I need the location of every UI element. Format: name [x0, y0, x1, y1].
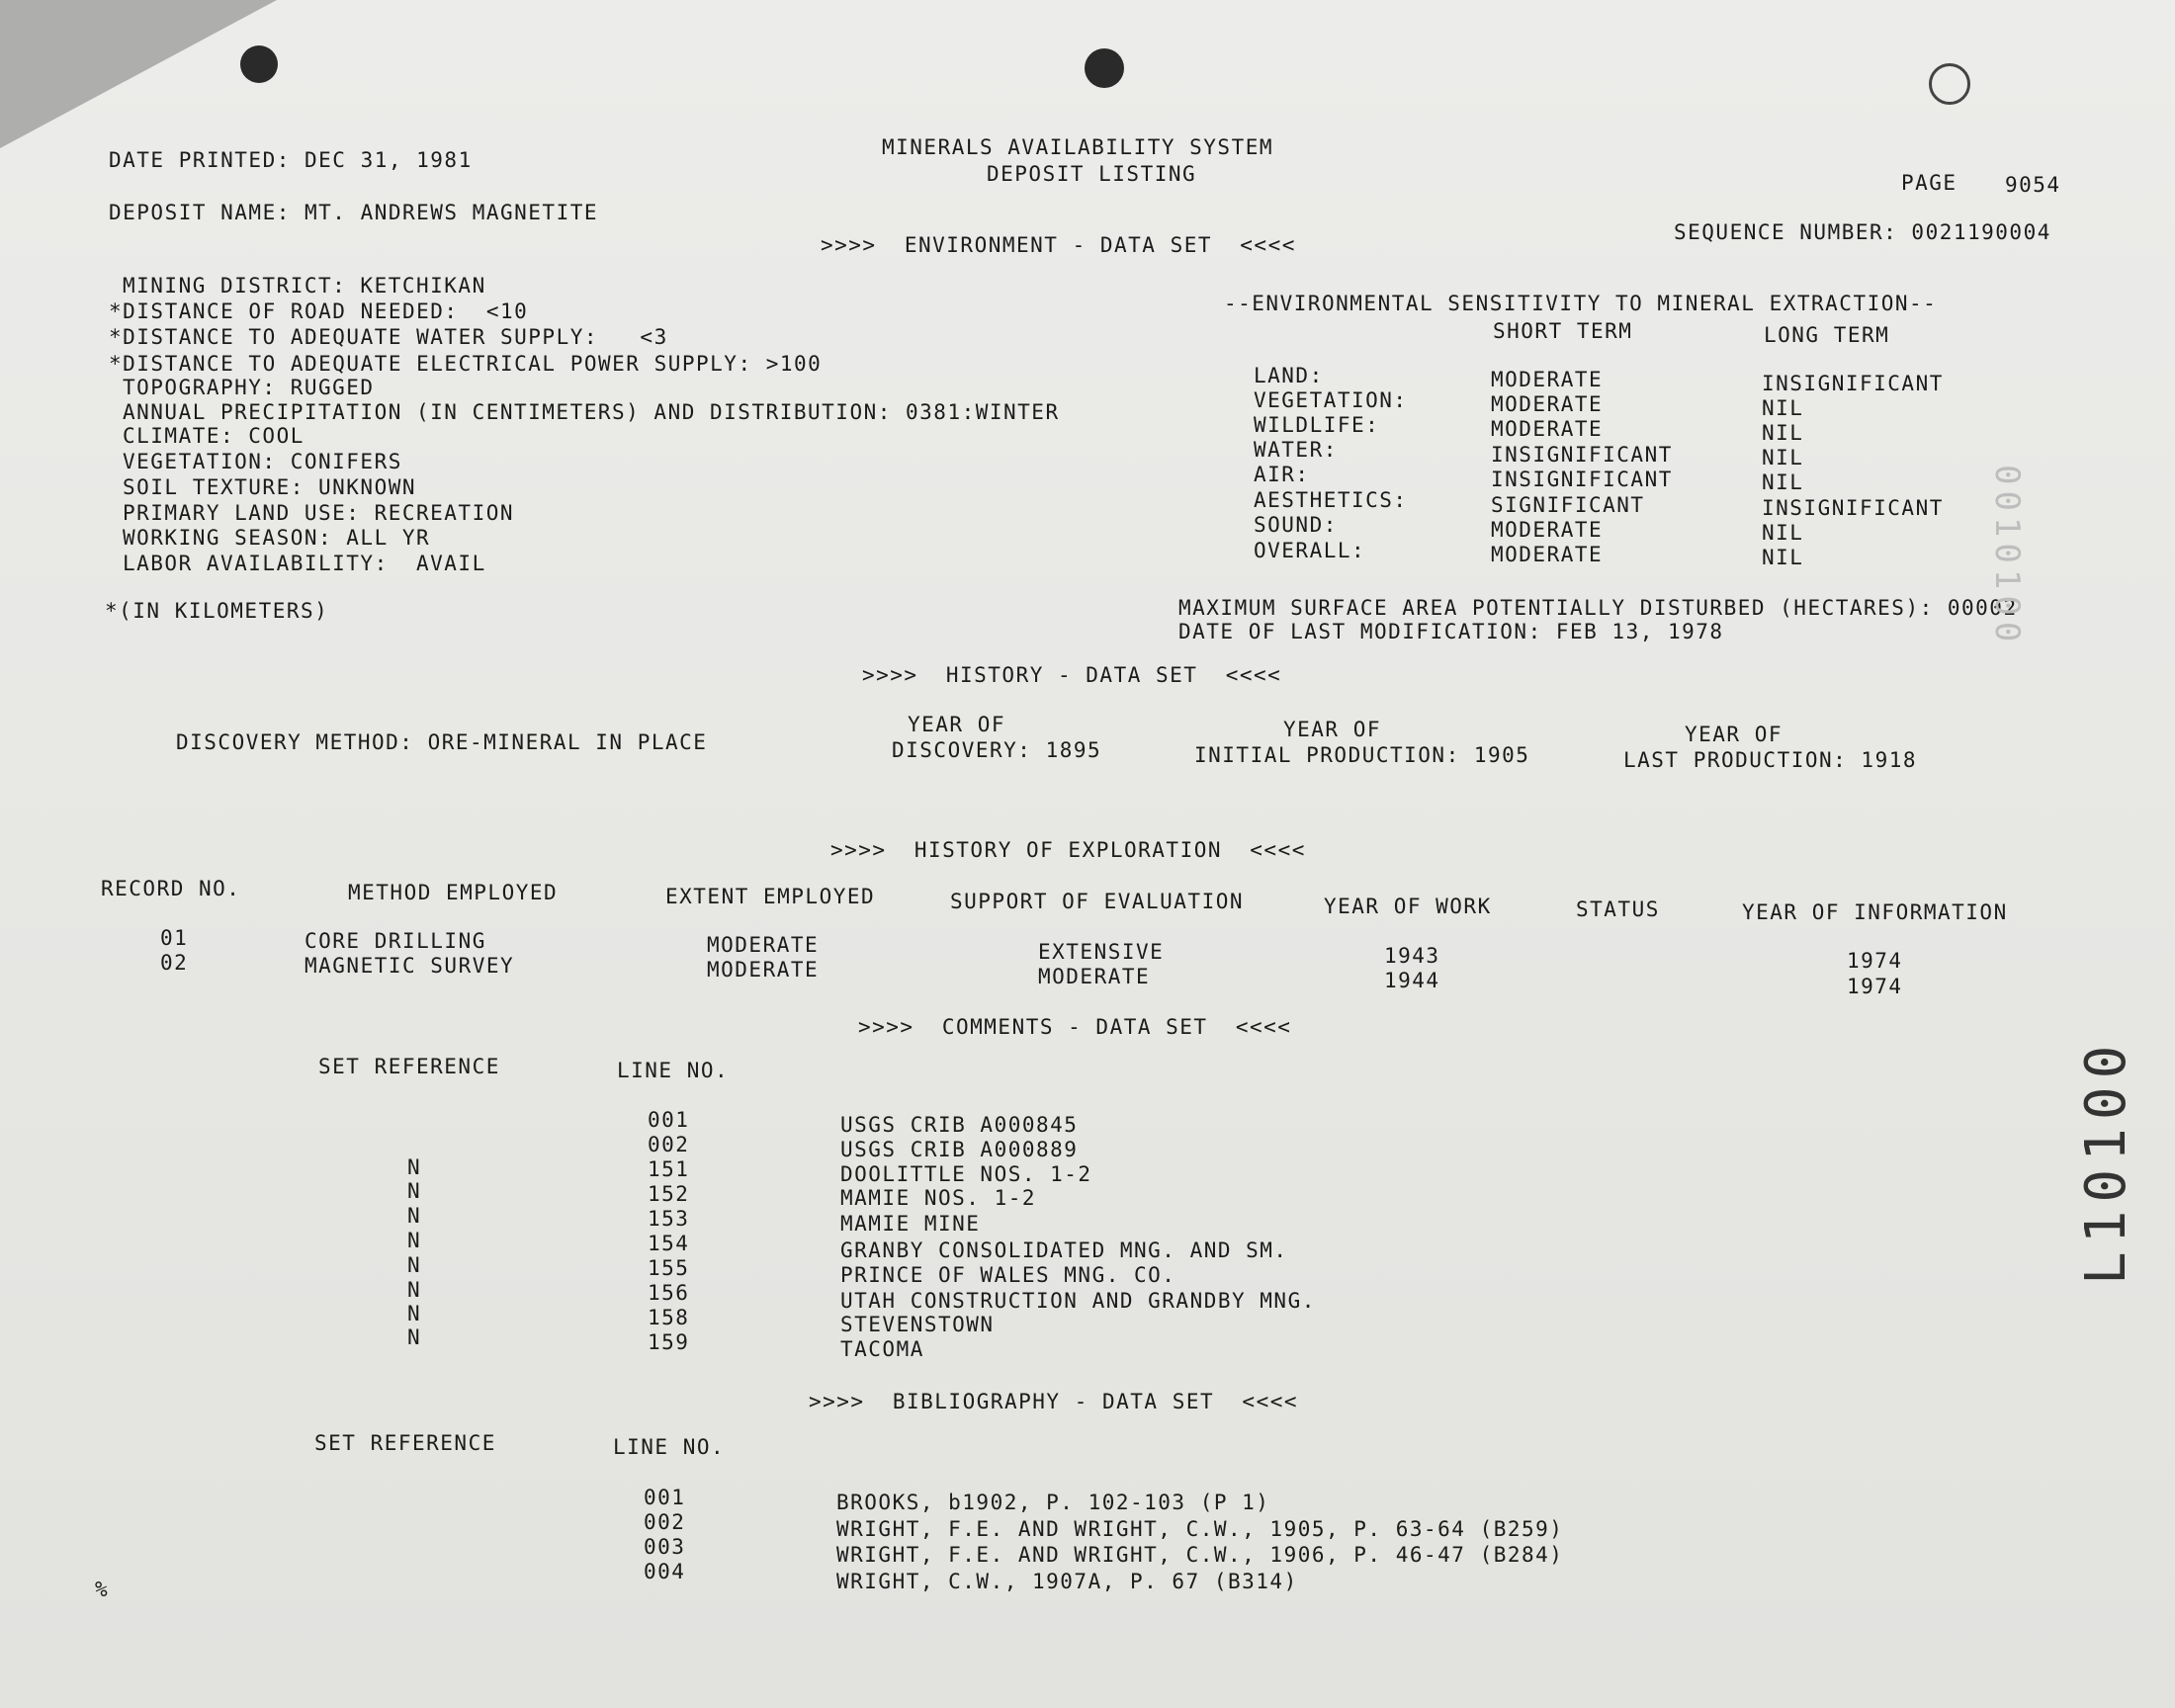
env-footnote: *(IN KILOMETERS)	[105, 599, 329, 623]
sensitivity-long: NIL	[1762, 546, 1804, 569]
sensitivity-short: MODERATE	[1491, 392, 1604, 416]
punch-hole-right	[1929, 63, 1970, 105]
comment-ref: N	[407, 1155, 422, 1179]
bib-line: 002	[644, 1510, 686, 1534]
comment-ref: N	[407, 1253, 422, 1277]
comment-text: GRANBY CONSOLIDATED MNG. AND SM.	[840, 1238, 1288, 1262]
col-year-work: YEAR OF WORK	[1324, 895, 1492, 918]
exp-year-info: 1974	[1847, 949, 1903, 973]
col-record-no: RECORD NO.	[101, 877, 241, 900]
comment-line: 159	[648, 1330, 690, 1354]
max-surface-area: MAXIMUM SURFACE AREA POTENTIALLY DISTURBED (HECTARES): 00002	[1178, 596, 2018, 620]
exp-extent: MODERATE	[707, 958, 820, 982]
page-label: PAGE	[1901, 171, 1958, 195]
exp-record: 01	[160, 926, 189, 950]
env-line: *DISTANCE OF ROAD NEEDED: <10	[109, 299, 529, 323]
comment-line: 002	[648, 1133, 690, 1156]
exp-support: MODERATE	[1038, 965, 1151, 988]
col-support: SUPPORT OF EVALUATION	[950, 890, 1245, 913]
bib-line: 004	[644, 1560, 686, 1583]
bib-line: 001	[644, 1486, 686, 1509]
discovery-year-label: YEAR OF	[908, 713, 1006, 736]
comment-ref: N	[407, 1179, 422, 1203]
faint-side-code: 0010100	[1987, 465, 2027, 648]
comment-ref: N	[407, 1229, 422, 1252]
sensitivity-label: LAND:	[1254, 364, 1324, 387]
sensitivity-long: NIL	[1762, 521, 1804, 545]
sensitivity-long: INSIGNIFICANT	[1762, 496, 1944, 520]
comment-text: USGS CRIB A000889	[840, 1138, 1079, 1161]
env-line: MINING DISTRICT: KETCHIKAN	[123, 274, 486, 298]
comment-ref: N	[407, 1278, 422, 1302]
sensitivity-short: INSIGNIFICANT	[1491, 443, 1673, 467]
bib-line: 003	[644, 1535, 686, 1559]
comment-text: UTAH CONSTRUCTION AND GRANDBY MNG.	[840, 1289, 1316, 1313]
env-line: PRIMARY LAND USE: RECREATION	[123, 501, 515, 525]
last-production: LAST PRODUCTION: 1918	[1623, 748, 1918, 772]
date-printed: DATE PRINTED: DEC 31, 1981	[109, 148, 473, 172]
exp-method: CORE DRILLING	[304, 929, 486, 953]
comment-line: 001	[648, 1108, 690, 1132]
side-code: L10100	[2074, 1037, 2138, 1285]
sensitivity-label: WILDLIFE:	[1254, 413, 1380, 437]
comment-line: 151	[648, 1157, 690, 1181]
discovery-method: DISCOVERY METHOD: ORE-MINERAL IN PLACE	[176, 730, 708, 754]
last-production-label: YEAR OF	[1685, 723, 1784, 746]
comment-ref: N	[407, 1204, 422, 1228]
exp-year-info: 1974	[1847, 975, 1903, 998]
bib-text: WRIGHT, F.E. AND WRIGHT, C.W., 1905, P. 63-64 (B259)	[836, 1517, 1564, 1541]
sequence-number: SEQUENCE NUMBER: 0021190004	[1674, 220, 2051, 244]
comment-text: STEVENSTOWN	[840, 1313, 995, 1336]
comment-text: DOOLITTLE NOS. 1-2	[840, 1162, 1092, 1186]
punch-hole-left	[240, 45, 278, 83]
env-line: LABOR AVAILABILITY: AVAIL	[123, 552, 486, 575]
env-line: TOPOGRAPHY: RUGGED	[123, 376, 375, 399]
comment-line: 158	[648, 1306, 690, 1329]
comments-set-ref-header: SET REFERENCE	[318, 1055, 500, 1078]
comment-ref: N	[407, 1302, 422, 1325]
sensitivity-short: SIGNIFICANT	[1491, 493, 1645, 517]
discovery-year: DISCOVERY: 1895	[892, 738, 1102, 762]
short-term-header: SHORT TERM	[1493, 319, 1633, 343]
bib-line-no-header: LINE NO.	[613, 1435, 726, 1459]
sensitivity-label: WATER:	[1254, 438, 1338, 462]
exp-method: MAGNETIC SURVEY	[304, 954, 515, 978]
long-term-header: LONG TERM	[1764, 323, 1890, 347]
bibliography-heading: >>>> BIBLIOGRAPHY - DATA SET <<<<	[809, 1390, 1299, 1413]
comment-line: 152	[648, 1182, 690, 1206]
sensitivity-short: MODERATE	[1491, 417, 1604, 441]
exp-record: 02	[160, 951, 189, 975]
sensitivity-long: NIL	[1762, 421, 1804, 445]
punch-hole-center	[1085, 48, 1124, 88]
comment-line: 155	[648, 1256, 690, 1280]
comment-text: TACOMA	[840, 1337, 924, 1361]
sensitivity-label: VEGETATION:	[1254, 388, 1408, 412]
system-title: MINERALS AVAILABILITY SYSTEM	[882, 135, 1274, 159]
comment-line: 153	[648, 1207, 690, 1231]
env-line: *DISTANCE TO ADEQUATE ELECTRICAL POWER SUPPLY: >100	[109, 352, 823, 376]
env-line: WORKING SEASON: ALL YR	[123, 526, 431, 550]
last-modification: DATE OF LAST MODIFICATION: FEB 13, 1978	[1178, 620, 1724, 643]
env-line: *DISTANCE TO ADEQUATE WATER SUPPLY: <3	[109, 325, 668, 349]
exp-year-work: 1943	[1384, 944, 1440, 968]
comment-line: 154	[648, 1232, 690, 1255]
sensitivity-short: MODERATE	[1491, 518, 1604, 542]
bib-set-ref-header: SET REFERENCE	[314, 1431, 496, 1455]
col-method: METHOD EMPLOYED	[348, 881, 559, 904]
sensitivity-short: MODERATE	[1491, 543, 1604, 566]
env-line: ANNUAL PRECIPITATION (IN CENTIMETERS) AND DISTRIBUTION: 0381:WINTER	[123, 400, 1060, 424]
comments-heading: >>>> COMMENTS - DATA SET <<<<	[858, 1015, 1292, 1039]
comments-line-no-header: LINE NO.	[617, 1059, 730, 1082]
bib-text: BROOKS, b1902, P. 102-103 (P 1)	[836, 1491, 1270, 1514]
environment-heading: >>>> ENVIRONMENT - DATA SET <<<<	[821, 233, 1296, 257]
sensitivity-long: INSIGNIFICANT	[1762, 372, 1944, 395]
sensitivity-label: AESTHETICS:	[1254, 488, 1408, 512]
comment-text: MAMIE NOS. 1-2	[840, 1186, 1037, 1210]
col-extent: EXTENT EMPLOYED	[665, 885, 876, 908]
comment-text: USGS CRIB A000845	[840, 1113, 1079, 1137]
comment-line: 156	[648, 1281, 690, 1305]
sensitivity-label: OVERALL:	[1254, 539, 1366, 562]
sensitivity-long: NIL	[1762, 396, 1804, 420]
initial-production: INITIAL PRODUCTION: 1905	[1194, 743, 1530, 767]
sensitivity-label: SOUND:	[1254, 513, 1338, 537]
env-line: CLIMATE: COOL	[123, 424, 304, 448]
history-heading: >>>> HISTORY - DATA SET <<<<	[862, 663, 1282, 687]
deposit-name: DEPOSIT NAME: MT. ANDREWS MAGNETITE	[109, 201, 599, 224]
exp-support: EXTENSIVE	[1038, 940, 1165, 964]
sensitivity-short: INSIGNIFICANT	[1491, 468, 1673, 491]
percent-mark: %	[95, 1578, 108, 1601]
sensitivity-short: MODERATE	[1491, 368, 1604, 391]
exp-year-work: 1944	[1384, 969, 1440, 992]
sensitivity-long: NIL	[1762, 446, 1804, 470]
page-number: 9054	[2005, 173, 2061, 197]
initial-production-label: YEAR OF	[1283, 718, 1382, 741]
bib-text: WRIGHT, F.E. AND WRIGHT, C.W., 1906, P. 46-47 (B284)	[836, 1543, 1564, 1567]
comment-ref: N	[407, 1325, 422, 1349]
folded-corner	[0, 0, 277, 148]
comment-text: PRINCE OF WALES MNG. CO.	[840, 1263, 1176, 1287]
sensitivity-long: NIL	[1762, 470, 1804, 494]
sensitivity-label: AIR:	[1254, 463, 1310, 486]
exploration-heading: >>>> HISTORY OF EXPLORATION <<<<	[830, 838, 1306, 862]
exp-extent: MODERATE	[707, 933, 820, 957]
col-status: STATUS	[1576, 897, 1660, 921]
bib-text: WRIGHT, C.W., 1907A, P. 67 (B314)	[836, 1570, 1298, 1593]
env-line: VEGETATION: CONIFERS	[123, 450, 402, 473]
listing-title: DEPOSIT LISTING	[987, 162, 1197, 186]
comment-text: MAMIE MINE	[840, 1212, 981, 1236]
col-year-info: YEAR OF INFORMATION	[1742, 900, 2008, 924]
env-line: SOIL TEXTURE: UNKNOWN	[123, 475, 417, 499]
sensitivity-heading: --ENVIRONMENTAL SENSITIVITY TO MINERAL EXTRACTION--	[1224, 292, 1938, 315]
